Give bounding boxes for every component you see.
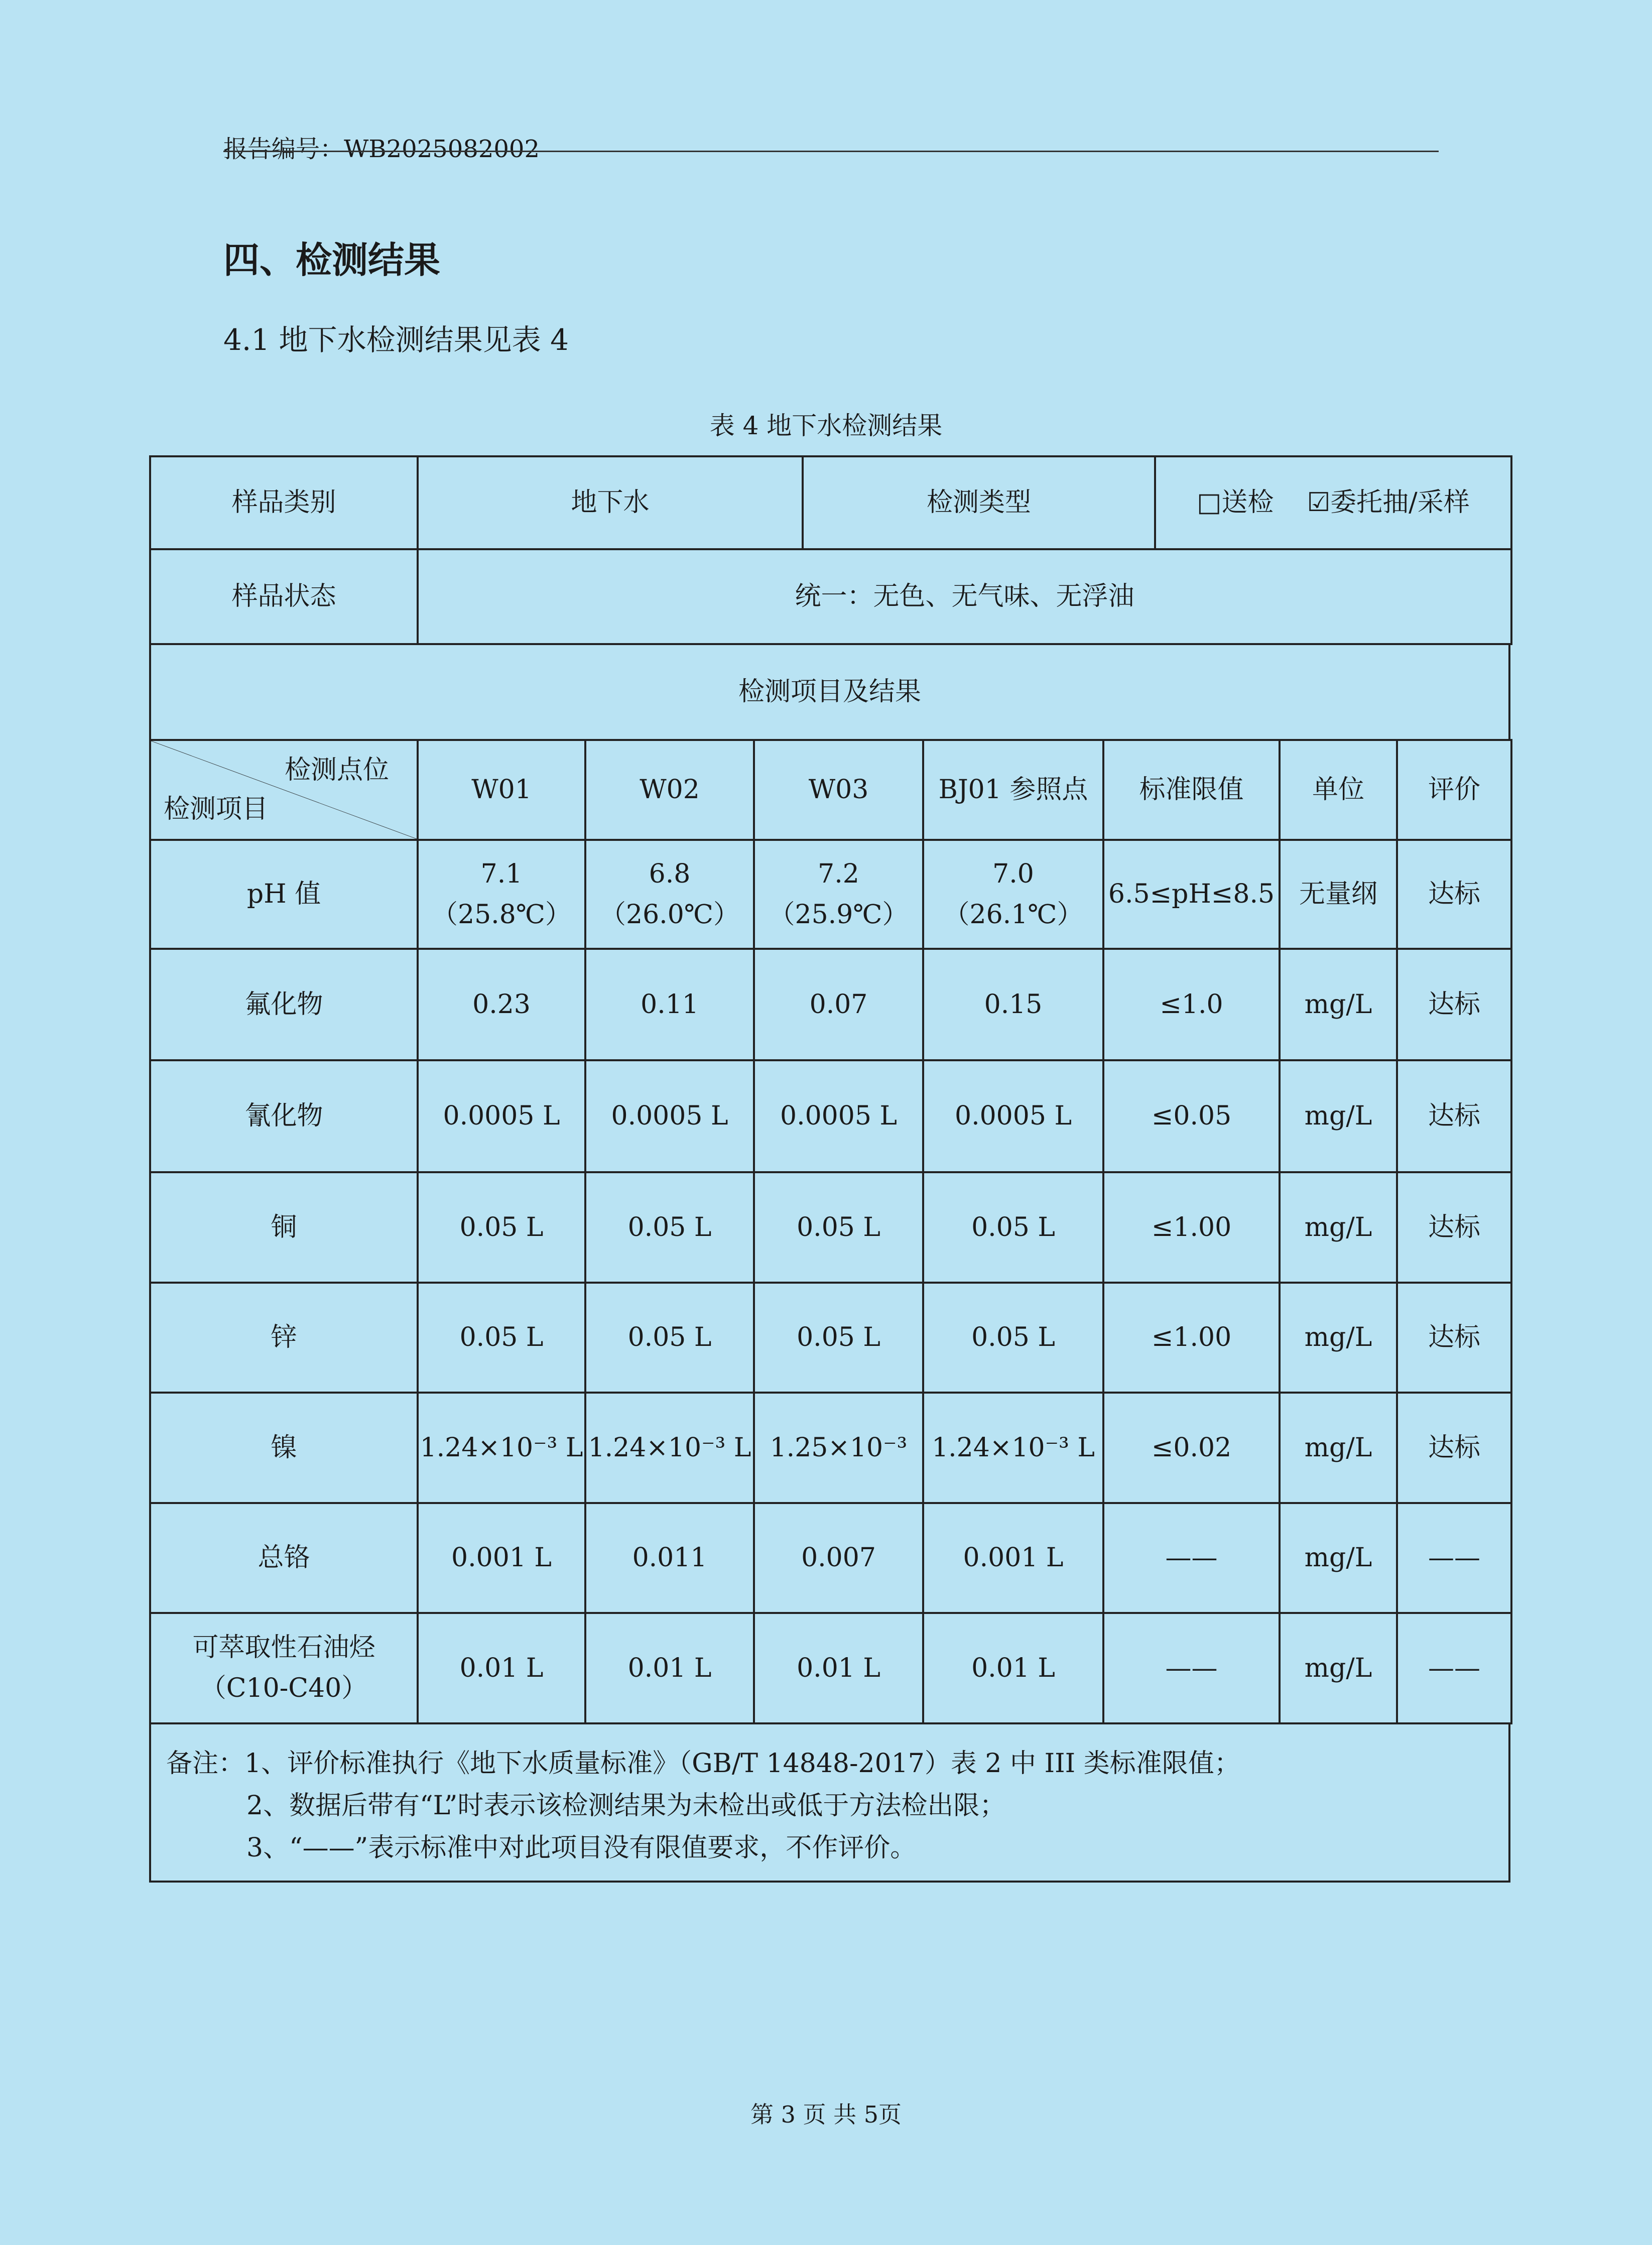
result-cell: mg/L bbox=[1280, 1613, 1397, 1723]
sample-info-table bbox=[149, 455, 1512, 645]
result-cell: ≤1.00 bbox=[1103, 1283, 1280, 1393]
result-cell: 0.001 L bbox=[418, 1503, 585, 1613]
result-cell: 达标 bbox=[1397, 1283, 1511, 1393]
result-cell: mg/L bbox=[1280, 1172, 1397, 1283]
test-type-label: 检测类型 bbox=[803, 456, 1155, 549]
table-row bbox=[150, 1172, 1511, 1283]
item-name: 氰化物 bbox=[150, 1060, 418, 1172]
table-row bbox=[150, 1283, 1511, 1393]
result-cell: 达标 bbox=[1397, 1060, 1511, 1172]
result-cell: ≤0.02 bbox=[1103, 1393, 1280, 1503]
result-cell: 7.0 （26.1℃） bbox=[923, 840, 1103, 949]
sample-state-value: 统一：无色、无气味、无浮油 bbox=[418, 549, 1511, 644]
result-cell: —— bbox=[1103, 1503, 1280, 1613]
result-cell: ≤1.00 bbox=[1103, 1172, 1280, 1283]
result-cell: 7.1 （25.8℃） bbox=[418, 840, 585, 949]
result-cell: 达标 bbox=[1397, 1172, 1511, 1283]
result-cell: —— bbox=[1397, 1613, 1511, 1723]
result-cell: 6.5≤pH≤8.5 bbox=[1103, 840, 1280, 949]
result-cell: 1.24×10⁻³ L bbox=[923, 1393, 1103, 1503]
results-table bbox=[149, 739, 1512, 1724]
column-header: W03 bbox=[754, 740, 923, 840]
result-cell: 0.01 L bbox=[923, 1613, 1103, 1723]
notes bbox=[149, 1722, 1510, 1883]
item-name: 可萃取性石油烃 （C10-C40） bbox=[150, 1613, 418, 1723]
item-name: 锌 bbox=[150, 1283, 418, 1393]
result-cell: 1.24×10⁻³ L bbox=[418, 1393, 585, 1503]
result-cell: 0.05 L bbox=[923, 1283, 1103, 1393]
result-cell: 0.0005 L bbox=[923, 1060, 1103, 1172]
result-cell: 0.15 bbox=[923, 949, 1103, 1060]
item-name: 镍 bbox=[150, 1393, 418, 1503]
table-row bbox=[150, 1060, 1511, 1172]
result-cell: 0.05 L bbox=[585, 1283, 754, 1393]
result-cell: 0.11 bbox=[585, 949, 754, 1060]
result-cell: 0.23 bbox=[418, 949, 585, 1060]
result-cell: 0.01 L bbox=[418, 1613, 585, 1723]
column-header: W02 bbox=[585, 740, 754, 840]
result-cell: 0.01 L bbox=[585, 1613, 754, 1723]
test-type-options bbox=[1155, 456, 1511, 549]
result-cell: 1.24×10⁻³ L bbox=[585, 1393, 754, 1503]
corner-top-label: 检测点位 bbox=[284, 755, 389, 785]
result-cell: 0.0005 L bbox=[418, 1060, 585, 1172]
column-header: 评价 bbox=[1397, 740, 1511, 840]
item-name: pH 值 bbox=[150, 840, 418, 949]
table-caption: 表 4 地下水检测结果 bbox=[709, 411, 943, 440]
column-header: 单位 bbox=[1280, 740, 1397, 840]
corner-bottom-label: 检测项目 bbox=[164, 794, 269, 825]
column-header: W01 bbox=[418, 740, 585, 840]
header-row bbox=[150, 740, 1511, 840]
result-cell: 达标 bbox=[1397, 1393, 1511, 1503]
result-cell: 0.007 bbox=[754, 1503, 923, 1613]
column-header: BJ01 参照点 bbox=[923, 740, 1103, 840]
table-row bbox=[150, 949, 1511, 1060]
sample-state-label: 样品状态 bbox=[150, 549, 418, 644]
corner-header-cell bbox=[150, 740, 418, 840]
option-commission-checkbox: ☑委托抽/采样 bbox=[1307, 487, 1470, 518]
table-row bbox=[150, 1393, 1511, 1503]
result-cell: 0.001 L bbox=[923, 1503, 1103, 1613]
result-cell: —— bbox=[1397, 1503, 1511, 1613]
result-cell: ≤0.05 bbox=[1103, 1060, 1280, 1172]
option-send-checkbox: □送检 bbox=[1197, 487, 1274, 518]
section-title: 四、检测结果 bbox=[223, 239, 441, 281]
page-footer: 第 3 页 共 5页 bbox=[750, 2101, 902, 2128]
result-cell: mg/L bbox=[1280, 1503, 1397, 1613]
results-heading: 检测项目及结果 bbox=[150, 644, 1509, 740]
column-header: 标准限值 bbox=[1103, 740, 1280, 840]
results-heading-table bbox=[149, 643, 1510, 741]
table-row bbox=[150, 1503, 1511, 1613]
result-cell: 达标 bbox=[1397, 949, 1511, 1060]
result-cell: 0.05 L bbox=[923, 1172, 1103, 1283]
result-cell: —— bbox=[1103, 1613, 1280, 1723]
result-cell: mg/L bbox=[1280, 1393, 1397, 1503]
result-cell: 0.05 L bbox=[418, 1283, 585, 1393]
subsection-title: 4.1 地下水检测结果见表 4 bbox=[223, 323, 569, 357]
sample-type-value: 地下水 bbox=[418, 456, 803, 549]
result-cell: 无量纲 bbox=[1280, 840, 1397, 949]
report-number: 报告编号：WB2025082002 bbox=[223, 135, 540, 163]
result-cell: 6.8 （26.0℃） bbox=[585, 840, 754, 949]
header-rule bbox=[223, 151, 1439, 152]
result-cell: mg/L bbox=[1280, 1283, 1397, 1393]
result-cell: 0.05 L bbox=[754, 1172, 923, 1283]
result-cell: 0.0005 L bbox=[585, 1060, 754, 1172]
result-cell: 0.011 bbox=[585, 1503, 754, 1613]
result-cell: mg/L bbox=[1280, 949, 1397, 1060]
result-cell: 7.2 （25.9℃） bbox=[754, 840, 923, 949]
table-row bbox=[150, 1613, 1511, 1723]
result-cell: 0.05 L bbox=[418, 1172, 585, 1283]
result-cell: 0.01 L bbox=[754, 1613, 923, 1723]
note-line: 备注：1、评价标准执行《地下水质量标准》（GB/T 14848-2017）表 2 中 III 类标准限值； bbox=[166, 1749, 1240, 1779]
result-cell: 0.07 bbox=[754, 949, 923, 1060]
sample-type-label: 样品类别 bbox=[150, 456, 418, 549]
table-row bbox=[150, 840, 1511, 949]
result-cell: 0.05 L bbox=[754, 1283, 923, 1393]
result-cell: 达标 bbox=[1397, 840, 1511, 949]
item-name: 铜 bbox=[150, 1172, 418, 1283]
result-cell: 0.05 L bbox=[585, 1172, 754, 1283]
item-name: 总铬 bbox=[150, 1503, 418, 1613]
result-cell: ≤1.0 bbox=[1103, 949, 1280, 1060]
note-line: 2、数据后带有“L”时表示该检测结果为未检出或低于方法检出限； bbox=[246, 1791, 1006, 1821]
note-line: 3、“——”表示标准中对此项目没有限值要求，不作评价。 bbox=[246, 1833, 917, 1863]
result-cell: 1.25×10⁻³ bbox=[754, 1393, 923, 1503]
item-name: 氟化物 bbox=[150, 949, 418, 1060]
result-cell: mg/L bbox=[1280, 1060, 1397, 1172]
result-cell: 0.0005 L bbox=[754, 1060, 923, 1172]
